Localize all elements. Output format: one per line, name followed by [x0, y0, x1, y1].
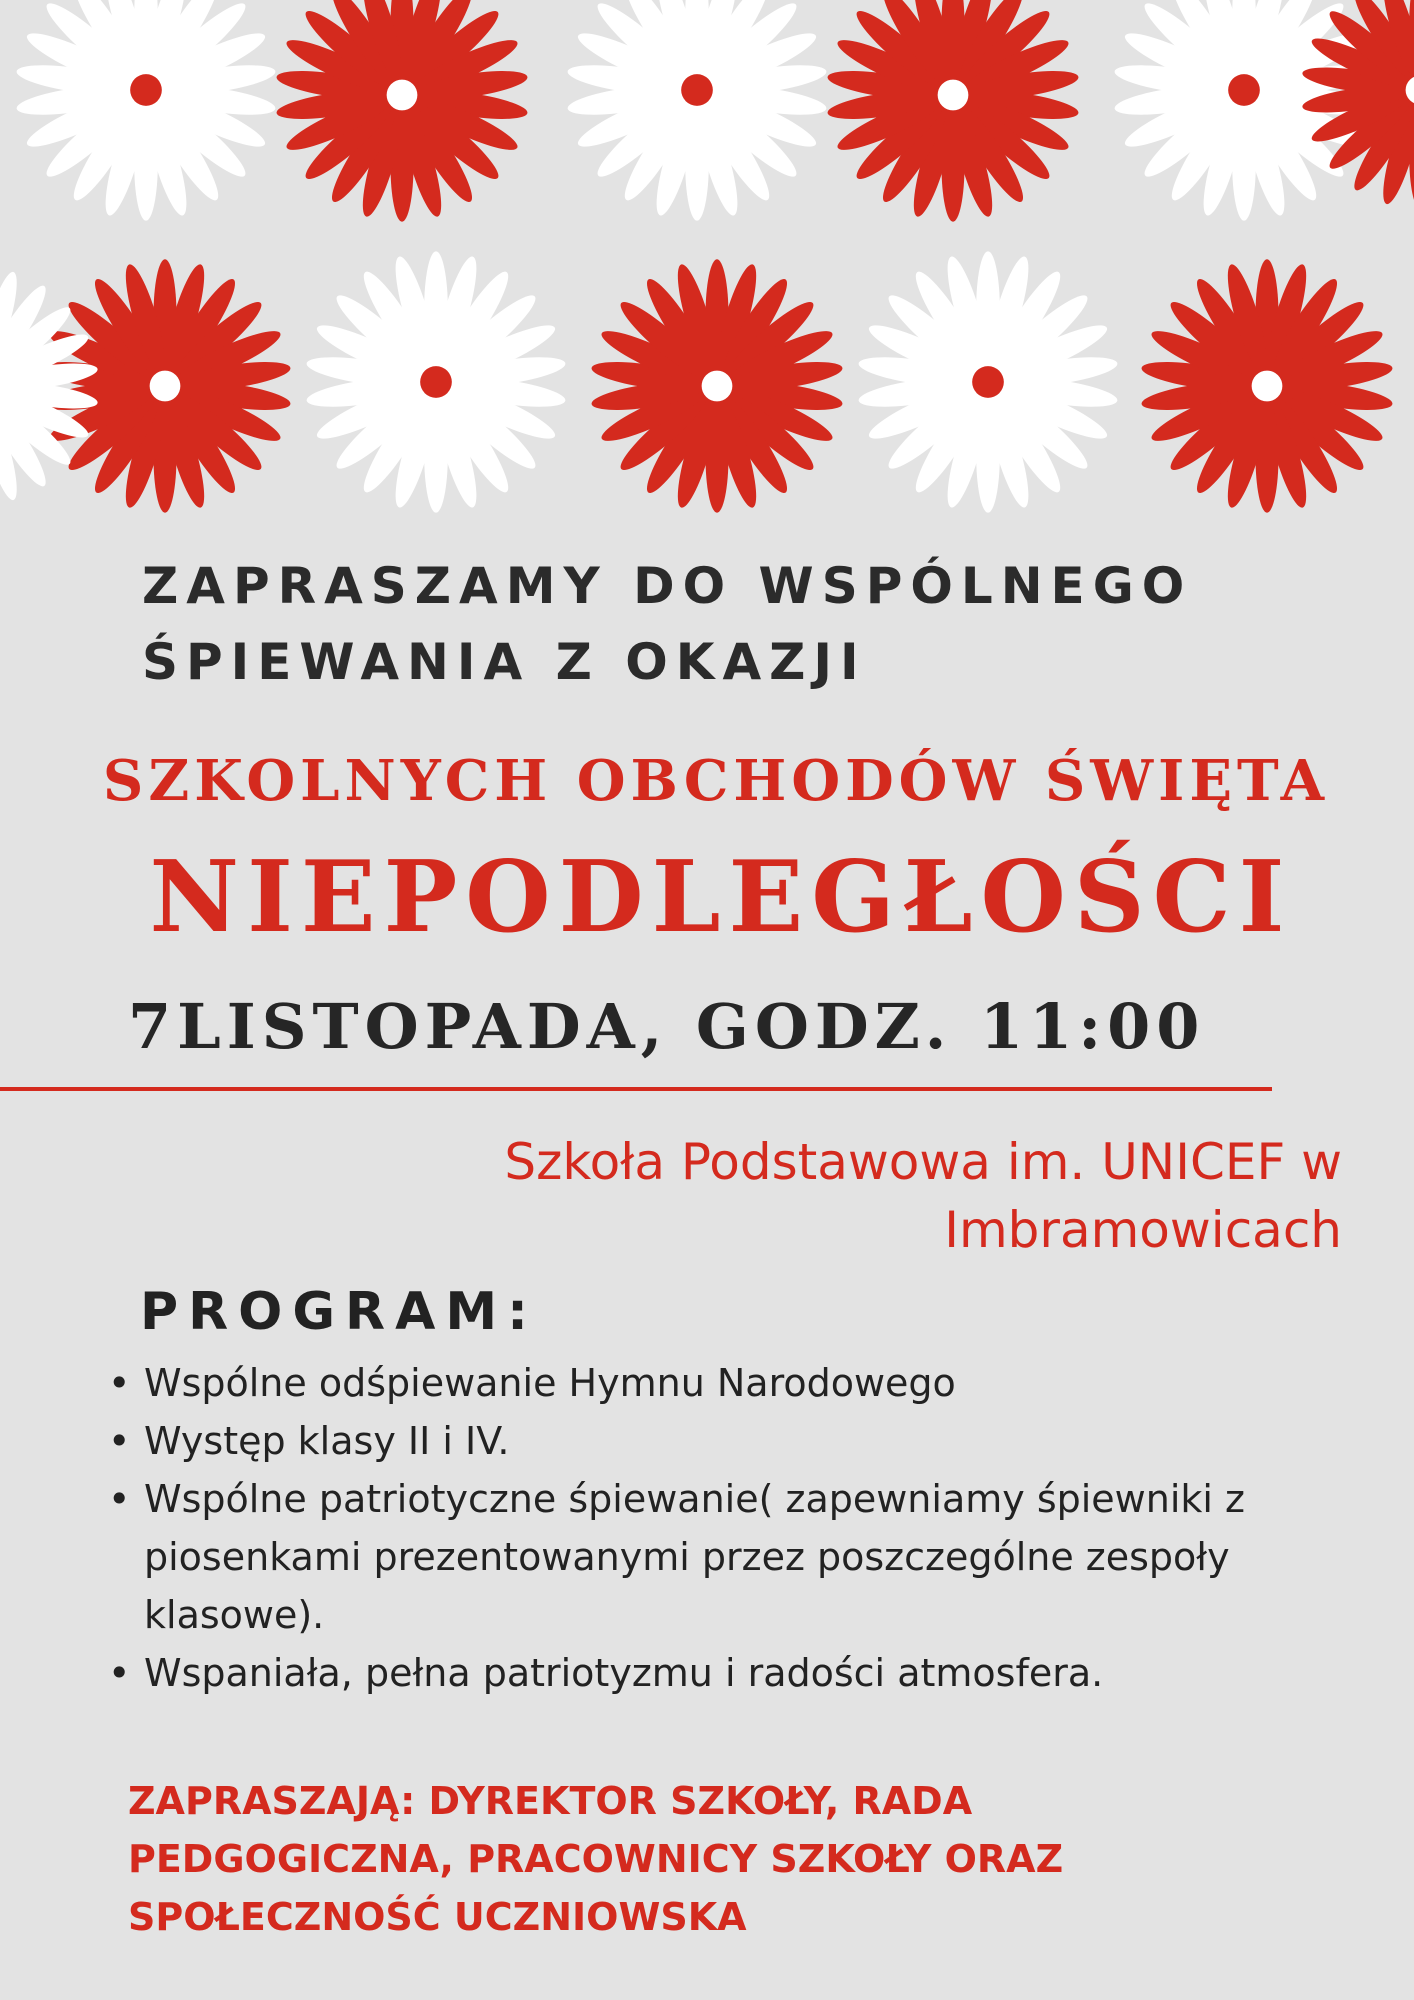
event-date-time: 7LISTOPADA, GODZ. 11:00 [128, 990, 1206, 1063]
program-item: • Występ klasy II i IV. [144, 1412, 1274, 1470]
holiday-name: NIEPODLEGŁOŚCI [149, 840, 1293, 955]
program-item: • Wspólne patriotyczne śpiewanie( zapewniamy śpiewniki z piosenkami prezentowanymi przez poszczególne zespoły klasowe). [144, 1470, 1274, 1644]
invitation-line-1: ZAPRASZAMY DO WSPÓLNEGO [142, 557, 1193, 615]
red-flower [590, 259, 844, 512]
program-list [144, 1354, 1274, 1702]
program-item: • Wspólne odśpiewanie Hymnu Narodowego [144, 1354, 1274, 1412]
white-flower [15, 0, 277, 221]
divider-line [0, 1087, 1272, 1091]
red-flower [1140, 259, 1394, 512]
white-flower [0, 267, 99, 505]
school-name-line-1: Szkoła Podstawowa im. UNICEF w [504, 1133, 1342, 1191]
occasion-title: SZKOLNYCH OBCHODÓW ŚWIĘTA [102, 748, 1330, 814]
organizers-line-1: ZAPRASZAJĄ: DYREKTOR SZKOŁY, RADA [128, 1779, 973, 1823]
red-flower [38, 259, 292, 512]
white-flower [305, 251, 567, 512]
red-flower [826, 0, 1080, 222]
school-name [242, 1128, 1342, 1264]
white-flower [857, 251, 1119, 512]
flower-pattern-decoration [0, 0, 1414, 520]
red-flower [275, 0, 529, 222]
invitation-heading [142, 548, 1342, 700]
organizers-text [128, 1772, 1168, 1946]
organizers-line-3: SPOŁECZNOŚĆ UCZNIOWSKA [128, 1895, 747, 1939]
school-name-line-2: Imbramowicach [944, 1201, 1342, 1259]
program-item: • Wspaniała, pełna patriotyzmu i radości atmosfera. [144, 1644, 1274, 1702]
invitation-line-2: ŚPIEWANIA Z OKAZJI [142, 633, 867, 691]
organizers-line-2: PEDGOGICZNA, PRACOWNICY SZKOŁY ORAZ [128, 1837, 1064, 1881]
white-flower [566, 0, 828, 221]
program-heading: PROGRAM: [140, 1282, 538, 1342]
